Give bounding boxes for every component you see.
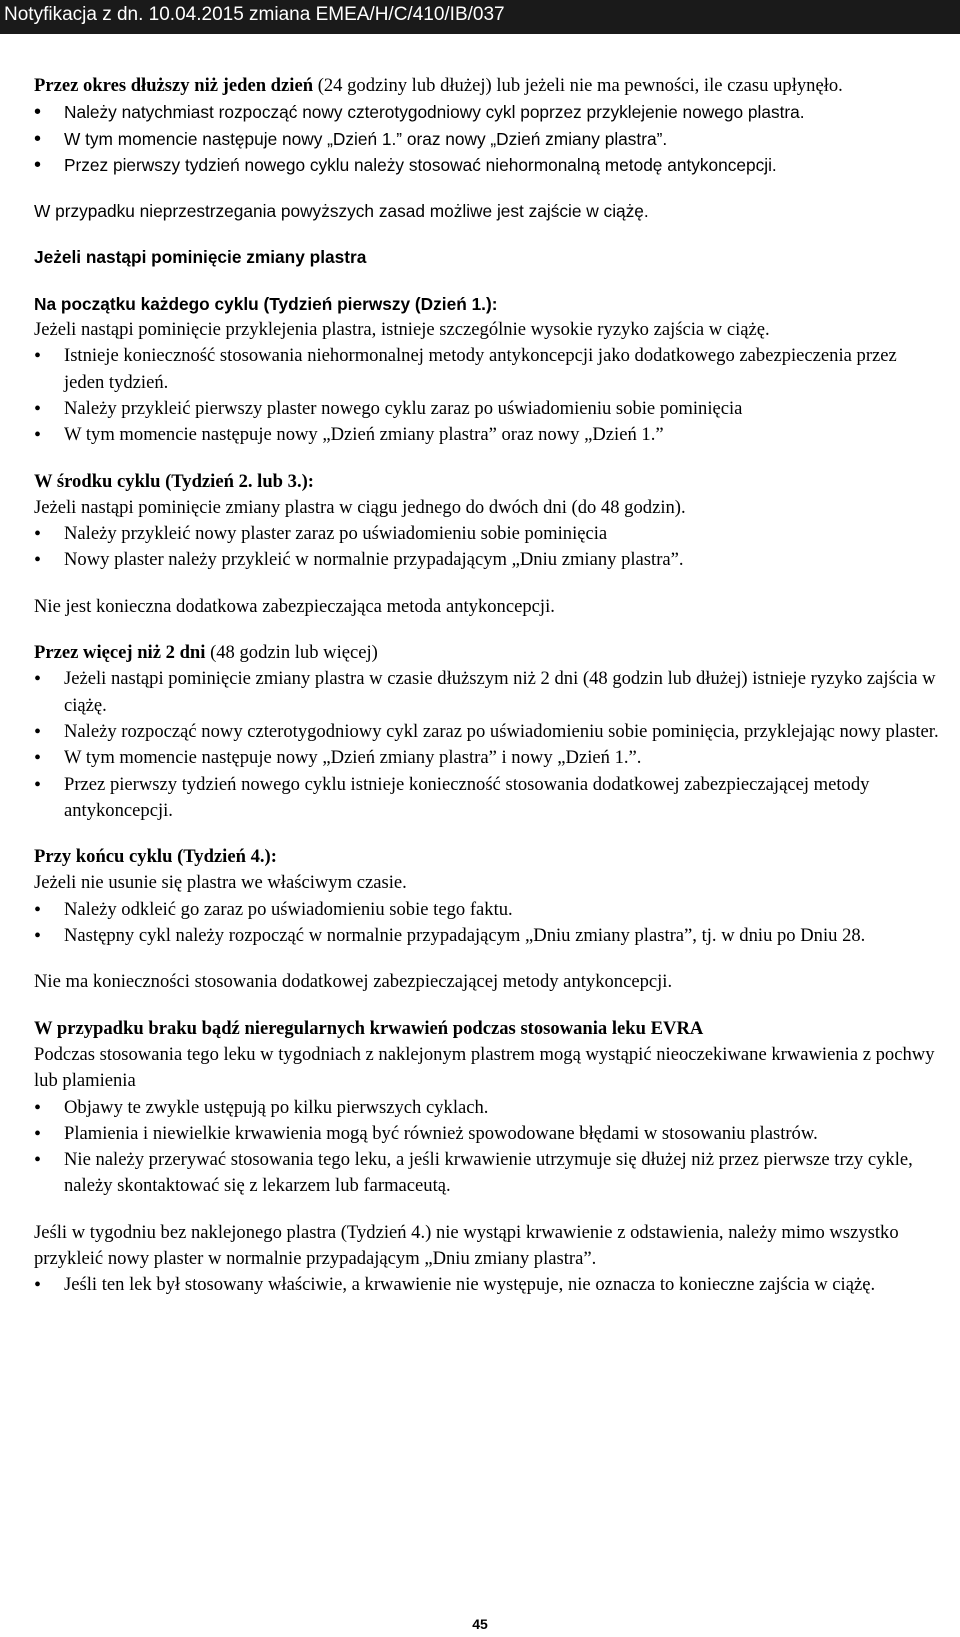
pregnancy-warning: W przypadku nieprzestrzegania powyższych zasad możliwe jest zajście w ciążę. [34, 201, 649, 222]
subheading-cycle-start: Na początku każdego cyklu (Tydzień pierwszy (Dzień 1.): [34, 293, 498, 314]
paragraph: Jeżeli nie usunie się plastra we właściwym czasie. [34, 872, 407, 894]
list-item: • Jeżeli nastąpi pominięcie zmiany plastra w czasie dłuższym niż 2 dni (48 godzin lub dłużej) istnieje ryzyko zajścia w ciążę. [34, 666, 939, 719]
list-item: • Plamienia i niewielkie krwawienia mogą być również spowodowane błędami w stosowaniu plastrów. [34, 1121, 939, 1147]
subheading-more-than-two-days: Przez więcej niż 2 dni (48 godzin lub więcej) [34, 642, 378, 664]
section-title-missed-change: Jeżeli nastąpi pominięcie zmiany plastra [34, 247, 367, 268]
list-item: • Należy rozpocząć nowy czterotygodniowy cykl zaraz po uświadomieniu sobie pominięcia, przyklejając nowy plaster. [34, 719, 939, 745]
paragraph: Podczas stosowania tego leku w tygodniach z naklejonym plastrem mogą wystąpić nieoczekiwane krwawienia z pochwy lub plamienia [34, 1043, 935, 1092]
list-item: • Przez pierwszy tydzień nowego cyklu istnieje konieczność stosowania dodatkowej zabezpieczającej metody antykoncepcji. [34, 772, 939, 825]
page-number: 45 [472, 1616, 488, 1632]
subheading-cycle-end: Przy końcu cyklu (Tydzień 4.): [34, 846, 277, 868]
section-heading-bleeding: W przypadku braku bądź nieregularnych krwawień podczas stosowania leku EVRA [34, 1017, 704, 1039]
paragraph: Nie ma konieczności stosowania dodatkowej zabezpieczającej metody antykoncepcji. [34, 971, 673, 993]
list-item: • W tym momencie następuje nowy „Dzień zmiany plastra” i nowy „Dzień 1.”. [34, 745, 939, 771]
list-item: • Należy przykleić pierwszy plaster nowego cyklu zaraz po uświadomieniu sobie pominięcia [34, 396, 939, 422]
paragraph: Jeśli w tygodniu bez naklejonego plastra (Tydzień 4.) nie wystąpi krwawienie z odstawienia, należy mimo wszystko przykleić nowy plaster w normalnie przypadającym „Dniu zmiany plastra”. [34, 1221, 899, 1269]
list-item: • Jeśli ten lek był stosowany właściwie, a krwawienie nie występuje, nie oznacza to konieczne zajścia w ciążę. [34, 1272, 939, 1298]
document-body [34, 73, 939, 1299]
subheading-mid-cycle: W środku cyklu (Tydzień 2. lub 3.): [34, 470, 315, 492]
header-title: Notyfikacja z dn. 10.04.2015 zmiana EMEA/H/C/410/IB/037 [4, 4, 505, 25]
bullet-list [34, 897, 939, 950]
paragraph: Jeżeli nastąpi pominięcie przyklejenia plastra, istnieje szczególnie wysokie ryzyko zajścia w ciążę. [34, 319, 770, 341]
bullet-list [34, 99, 939, 178]
document-header [0, 0, 960, 34]
list-item: • Nie należy przerywać stosowania tego leku, a jeśli krwawienie utrzymuje się dłużej niż przez pierwsze trzy cykle, należy skontaktować się z lekarzem lub farmaceutą. [34, 1147, 939, 1200]
bullet-list [34, 1272, 939, 1298]
section-heading-more-than-one-day: Przez okres dłuższy niż jeden dzień (24 godziny lub dłużej) lub jeżeli nie ma pewności, ile czasu upłynęło. [34, 75, 843, 96]
list-item: • Należy przykleić nowy plaster zaraz po uświadomieniu sobie pominięcia [34, 521, 939, 547]
list-item: • Nowy plaster należy przykleić w normalnie przypadającym „Dniu zmiany plastra”. [34, 547, 939, 573]
bullet-list [34, 1095, 939, 1200]
list-item: • Istnieje konieczność stosowania niehormonalnej metody antykoncepcji jako dodatkowego zabezpieczenia przez jeden tydzień. [34, 343, 939, 396]
bullet-list [34, 521, 939, 574]
paragraph: Jeżeli nastąpi pominięcie zmiany plastra w ciągu jednego do dwóch dni (do 48 godzin). [34, 496, 686, 518]
paragraph: Nie jest konieczna dodatkowa zabezpieczająca metoda antykoncepcji. [34, 595, 555, 617]
bullet-list [34, 343, 939, 448]
list-item: • Należy natychmiast rozpocząć nowy czterotygodniowy cykl poprzez przyklejenie nowego plastra. [34, 99, 939, 125]
bullet-list [34, 666, 939, 824]
list-item: • Objawy te zwykle ustępują po kilku pierwszych cyklach. [34, 1095, 939, 1121]
list-item: • W tym momencie następuje nowy „Dzień zmiany plastra” oraz nowy „Dzień 1.” [34, 422, 939, 448]
list-item: • Następny cykl należy rozpocząć w normalnie przypadającym „Dniu zmiany plastra”, tj. w dniu po Dniu 28. [34, 923, 939, 949]
list-item: • Należy odkleić go zaraz po uświadomieniu sobie tego faktu. [34, 897, 939, 923]
list-item: • Przez pierwszy tydzień nowego cyklu należy stosować niehormonalną metodę antykoncepcji. [34, 152, 939, 178]
list-item: • W tym momencie następuje nowy „Dzień 1.” oraz nowy „Dzień zmiany plastra”. [34, 126, 939, 152]
